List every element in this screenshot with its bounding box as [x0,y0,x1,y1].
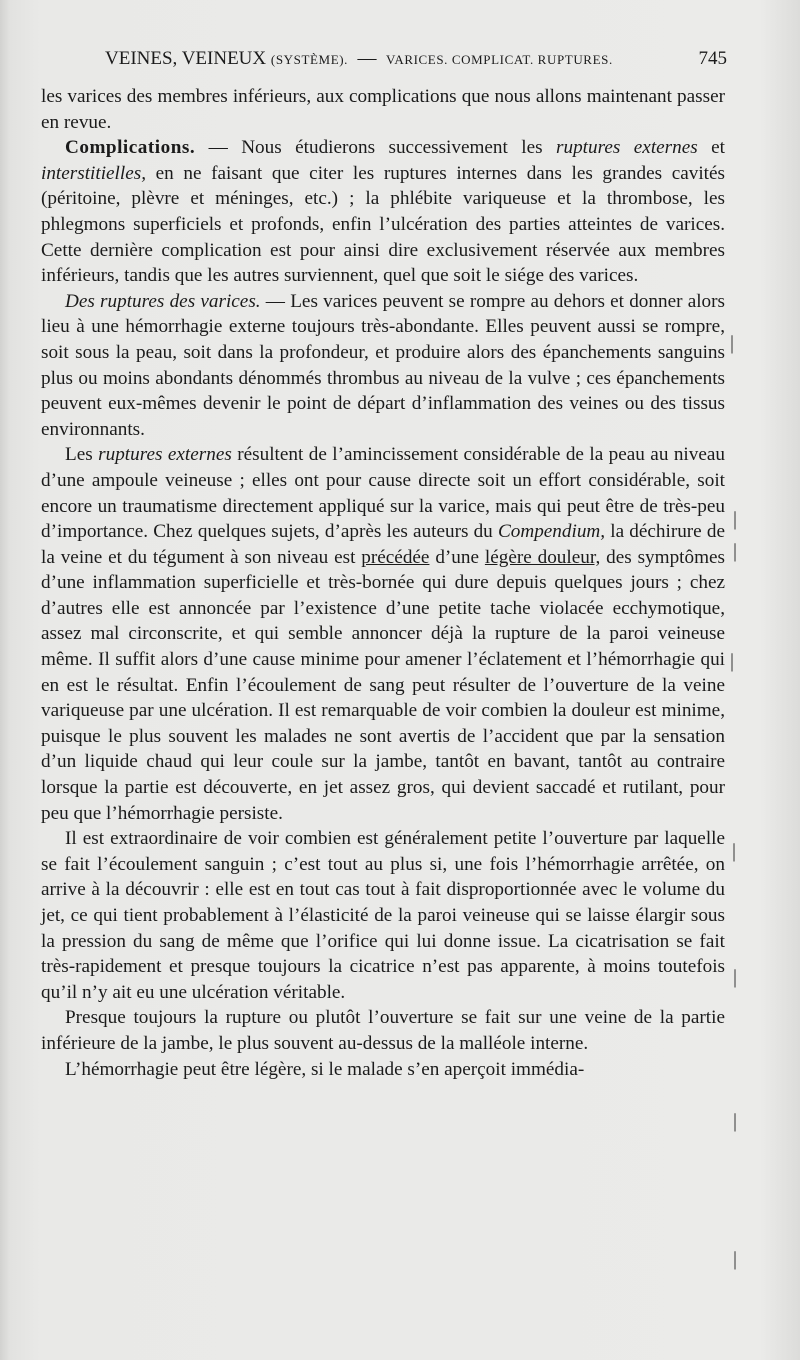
header-dash: — [357,48,377,69]
text-run: et [697,137,725,159]
paragraph-ruptures-externes [41,442,725,826]
paragraph-complications [41,135,725,289]
running-title-main: VEINES, VEINEUX [105,48,267,69]
margin-bracket-mark: | [733,966,738,988]
paragraph-ruptures [41,289,725,443]
page-number: 745 [698,48,727,69]
paragraph-localisation: Presque toujours la rupture ou plutôt l’ouverture se fait sur une veine de la partie inférieure de la jambe, le plus souvent au-dessus de la malléole interne. [41,1007,725,1054]
text-run: des symptômes d’une inflammation superficielle et très-bornée qui dure depuis quelques jours ; chez d’autres elle est annoncée par l’existence d’une petite tache violacée ecchymotique, assez mal circonscrite, et qui semble annoncer déjà la rupture de la paroi veineuse même. Il suffit alors d’une cause minime pour amener l’éclatement et l’hémorrhagie qui en est le résultat. Enfin l’écoulement de sang peut résulter de l’ouverture de la veine variqueuse par une ulcération. Il est remarquable de voir combien la douleur est minime, puisque le plus souvent les malades ne sont avertis de l’accident que par la sensation d’un liquide chaud qui leur coule sur la jambe, tantôt en bavant, tantôt au contraire lorsque la partie est découverte, en jet assez gros, qui devient saccadé et rutilant, pour peu que l’hémorrhagie persiste. [41,546,725,824]
running-title [105,46,613,73]
running-title-section: VARICES. COMPLICAT. RUPTURES. [386,52,613,67]
margin-bracket-mark: | [733,540,738,562]
margin-bracket-mark: | [730,332,735,354]
text-run: d’une [429,546,485,568]
margin-bracket-mark: | [733,1248,738,1270]
margin-bracket-mark: | [733,1110,738,1132]
text-run: — Les varices peuvent se rompre au dehors et donner alors lieu à une hémorrhagie externe toujours très-abondante. Elles peuvent aussi se rompre, soit sous la peau, soit dans la profondeur, et produire alors des épanchements sanguins plus ou moins abondants dénommés thrombus au niveau de la vulve ; ces épanchements peuvent eux-mêmes devenir le point de départ d’inflammation des veines ou des tissus environnants. [41,290,725,440]
paragraph-1: les varices des membres inférieurs, aux complications que nous allons maintenant passer en revue. [41,86,725,133]
margin-bracket-mark: | [730,650,735,672]
italic-term: Compendium, [497,521,606,543]
text-run: Les [65,444,99,466]
underlined-word: précédée [361,546,430,568]
underlined-phrase: légère douleur, [484,546,601,568]
italic-term: ruptures externes [556,137,698,159]
text-run: — Nous étudierons successivement les [195,137,557,159]
text-run: résultent de l’amincissement considérable de la peau au niveau d’une ampoule veineuse ; elles ont pour cause directe soit un effort considérable, soit encore un traumatisme directement appliqué sur la varice, mais qui peut être de très-peu d’importance. Chez quelques sujets, d’après les auteurs du [41,444,725,543]
italic-term: interstitielles, [41,162,146,184]
section-heading-complications: Complications. [65,137,196,159]
running-title-system: (SYSTÈME). [270,52,349,67]
body-text [41,84,725,1082]
margin-bracket-mark: | [732,840,737,862]
text-run: la déchirure de la veine et du tégument à son niveau est [41,521,725,568]
paragraph-hemorrhagie: L’hémorrhagie peut être légère, si le malade s’en aperçoit immédia- [65,1058,585,1080]
section-heading-ruptures: Des ruptures des varices. [65,290,261,312]
italic-term: ruptures externes [98,444,232,466]
paragraph-ouverture: Il est extraordinaire de voir combien est généralement petite l’ouverture par laquelle se fait l’écoulement sanguin ; c’est tout au plus si, une fois l’hémorrhagie arrêtée, on arrive à la découvrir : elle est en tout cas tout à fait disproportionnée avec le volume du jet, ce qui tient probablement à l’élasticité de la paroi veineuse qui se laisse élargir sous la pression du sang de même que l’orifice qui lui donne issue. La cicatrisation se fait très-rapidement et presque toujours la cicatrice n’est pas apparente, à moins toutefois qu’il n’y ait eu une ulcération véritable. [41,828,725,1003]
text-run: en ne faisant que citer les ruptures internes dans les grandes cavités (péritoine, plèvre et méninges, etc.) ; la phlébite variqueuse et la thrombose, les phlegmons superficiels et profonds, enfin l’ulcération des parties atteintes de varices. Cette dernière complication est pour ainsi dire exclusivement réservée aux membres inférieurs, tandis que les autres surviennent, quel que soit le siége des varices. [41,162,725,287]
margin-bracket-mark: | [733,508,738,530]
